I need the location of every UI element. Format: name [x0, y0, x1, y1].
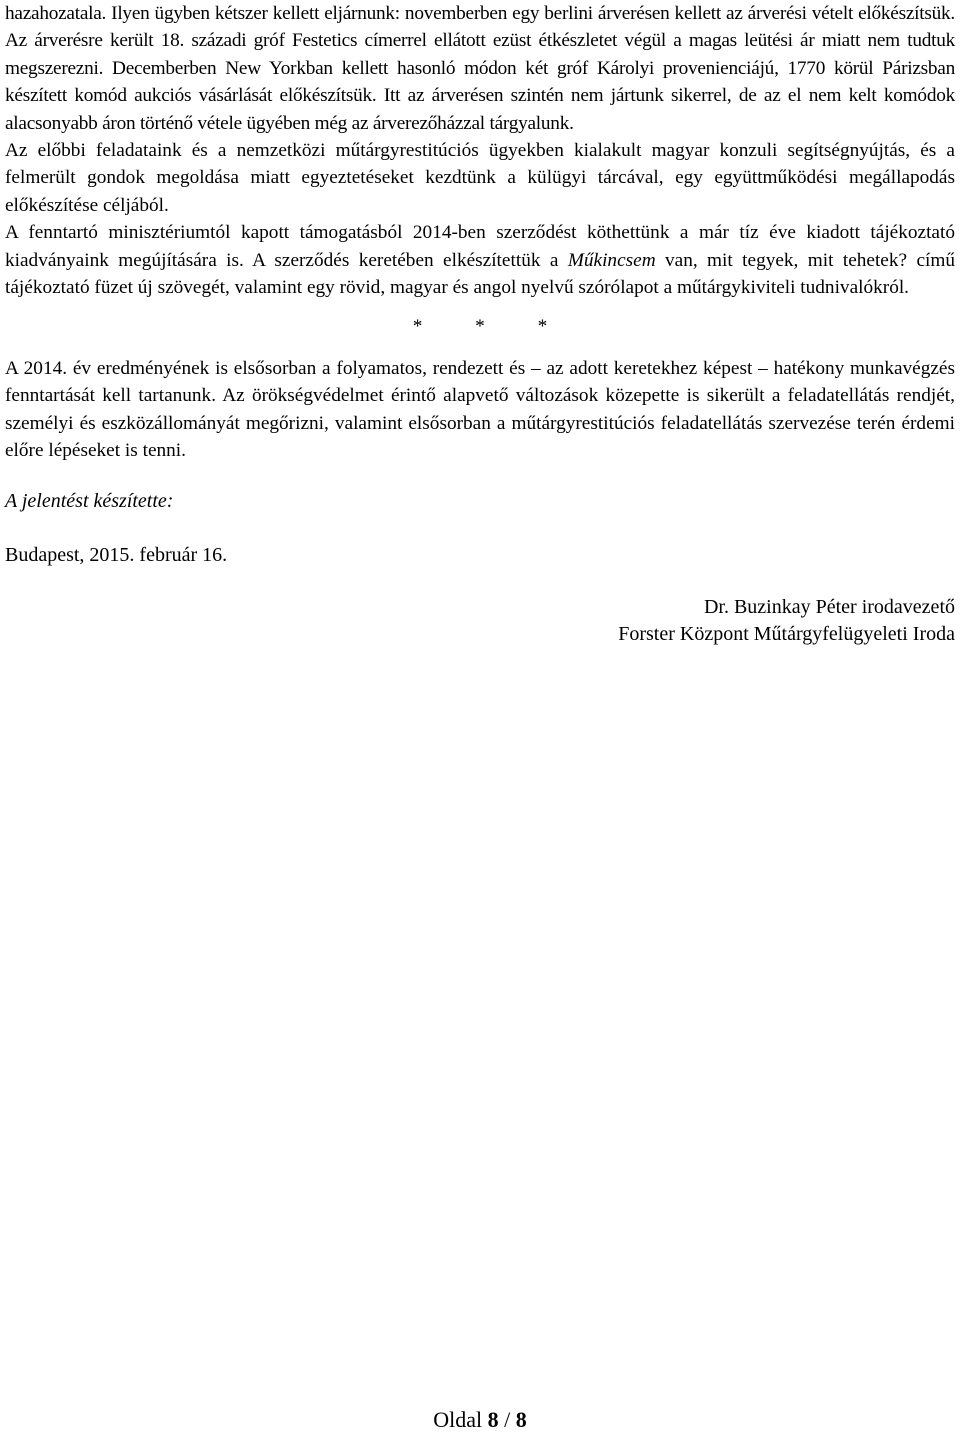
page-label: Oldal: [433, 1407, 483, 1432]
document-body: [5, 0, 955, 648]
paragraph-auctions-part-2: Itt az árverésen szintén nem jártunk sikerrel, de az el nem kelt komódok alacsonyabb áron történő vétele ügyében még az árverezőházzal tárgyalunk.: [5, 85, 955, 134]
report-author-label: A jelentést készítette:: [5, 489, 174, 512]
signature-block: [5, 594, 955, 648]
paragraph-publications-before: A fenntartó minisztériumtól kapott támogatásból 2014-ben szerződést köthettünk a már tíz éve kiadott tájékoztató kiadványaink megújítására is. A szerződés keretében elkészítettük a: [5, 222, 955, 271]
paragraph-auctions-part-1: hazahozatala. Ilyen ügyben kétszer kellett eljárnunk: novemberben egy berlini árverésen kellett az árverési vételt előkészítsük. Az árverésre került 18. századi gróf Festetics címerrel ellátott ezüst étkészletet végül a magas leütési ár miatt nem tudtuk megszerezni. Decemberben New Yorkban kellett hasonló módon két gróf Károlyi provenienciájú, 1770 körül Párizsban készített komód aukciós vásárlását előkészítsük.: [5, 3, 955, 107]
paragraph-auctions: [5, 0, 955, 137]
paragraph-publications: [5, 219, 955, 301]
publication-title: Műkincsem: [567, 249, 656, 271]
signature-name: Dr. Buzinkay Péter irodavezető: [703, 595, 955, 618]
paragraph-closing-summary: A 2014. év eredményének is elsősorban a folyamatos, rendezett és – az adott keretekhez képest – hatékony munkavégzés fenntartását kell tartanunk. Az örökségvédelmet érintő alapvető változások közepette is sikerült a feladatellátás rendjét, személyi és eszközállományát megőrizni, valamint elsősorban a műtárgyrestitúciós feladatellátás szervezése terén érdemi előre lépéseket is tenni.: [5, 357, 955, 462]
signature-organization: Forster Központ Műtárgyfelügyeleti Iroda: [618, 622, 955, 645]
paragraph-consular-cooperation: Az előbbi feladataink és a nemzetközi műtárgyrestitúciós ügyekben kialakult magyar konzuli segítségnyújtás, és a felmerült gondok megoldása miatt egyeztetéseket kezdtünk a külügyi tárcával, egy együttműködési megállapodás előkészítése céljából.: [5, 140, 955, 216]
page-separator: /: [504, 1407, 511, 1432]
place-and-date: Budapest, 2015. február 16.: [5, 543, 228, 566]
page-footer: [0, 1407, 960, 1433]
total-page-number: 8: [515, 1407, 527, 1432]
paragraph-publications-after: van, mit tegyek, mit tehetek? című tájékoztató füzet új szövegét, valamint egy rövid, magyar és angol nyelvű szórólapot a műtárgykiviteli tudnivalókról.: [5, 249, 956, 299]
current-page-number: 8: [487, 1407, 499, 1432]
section-separator: * * *: [412, 316, 548, 338]
